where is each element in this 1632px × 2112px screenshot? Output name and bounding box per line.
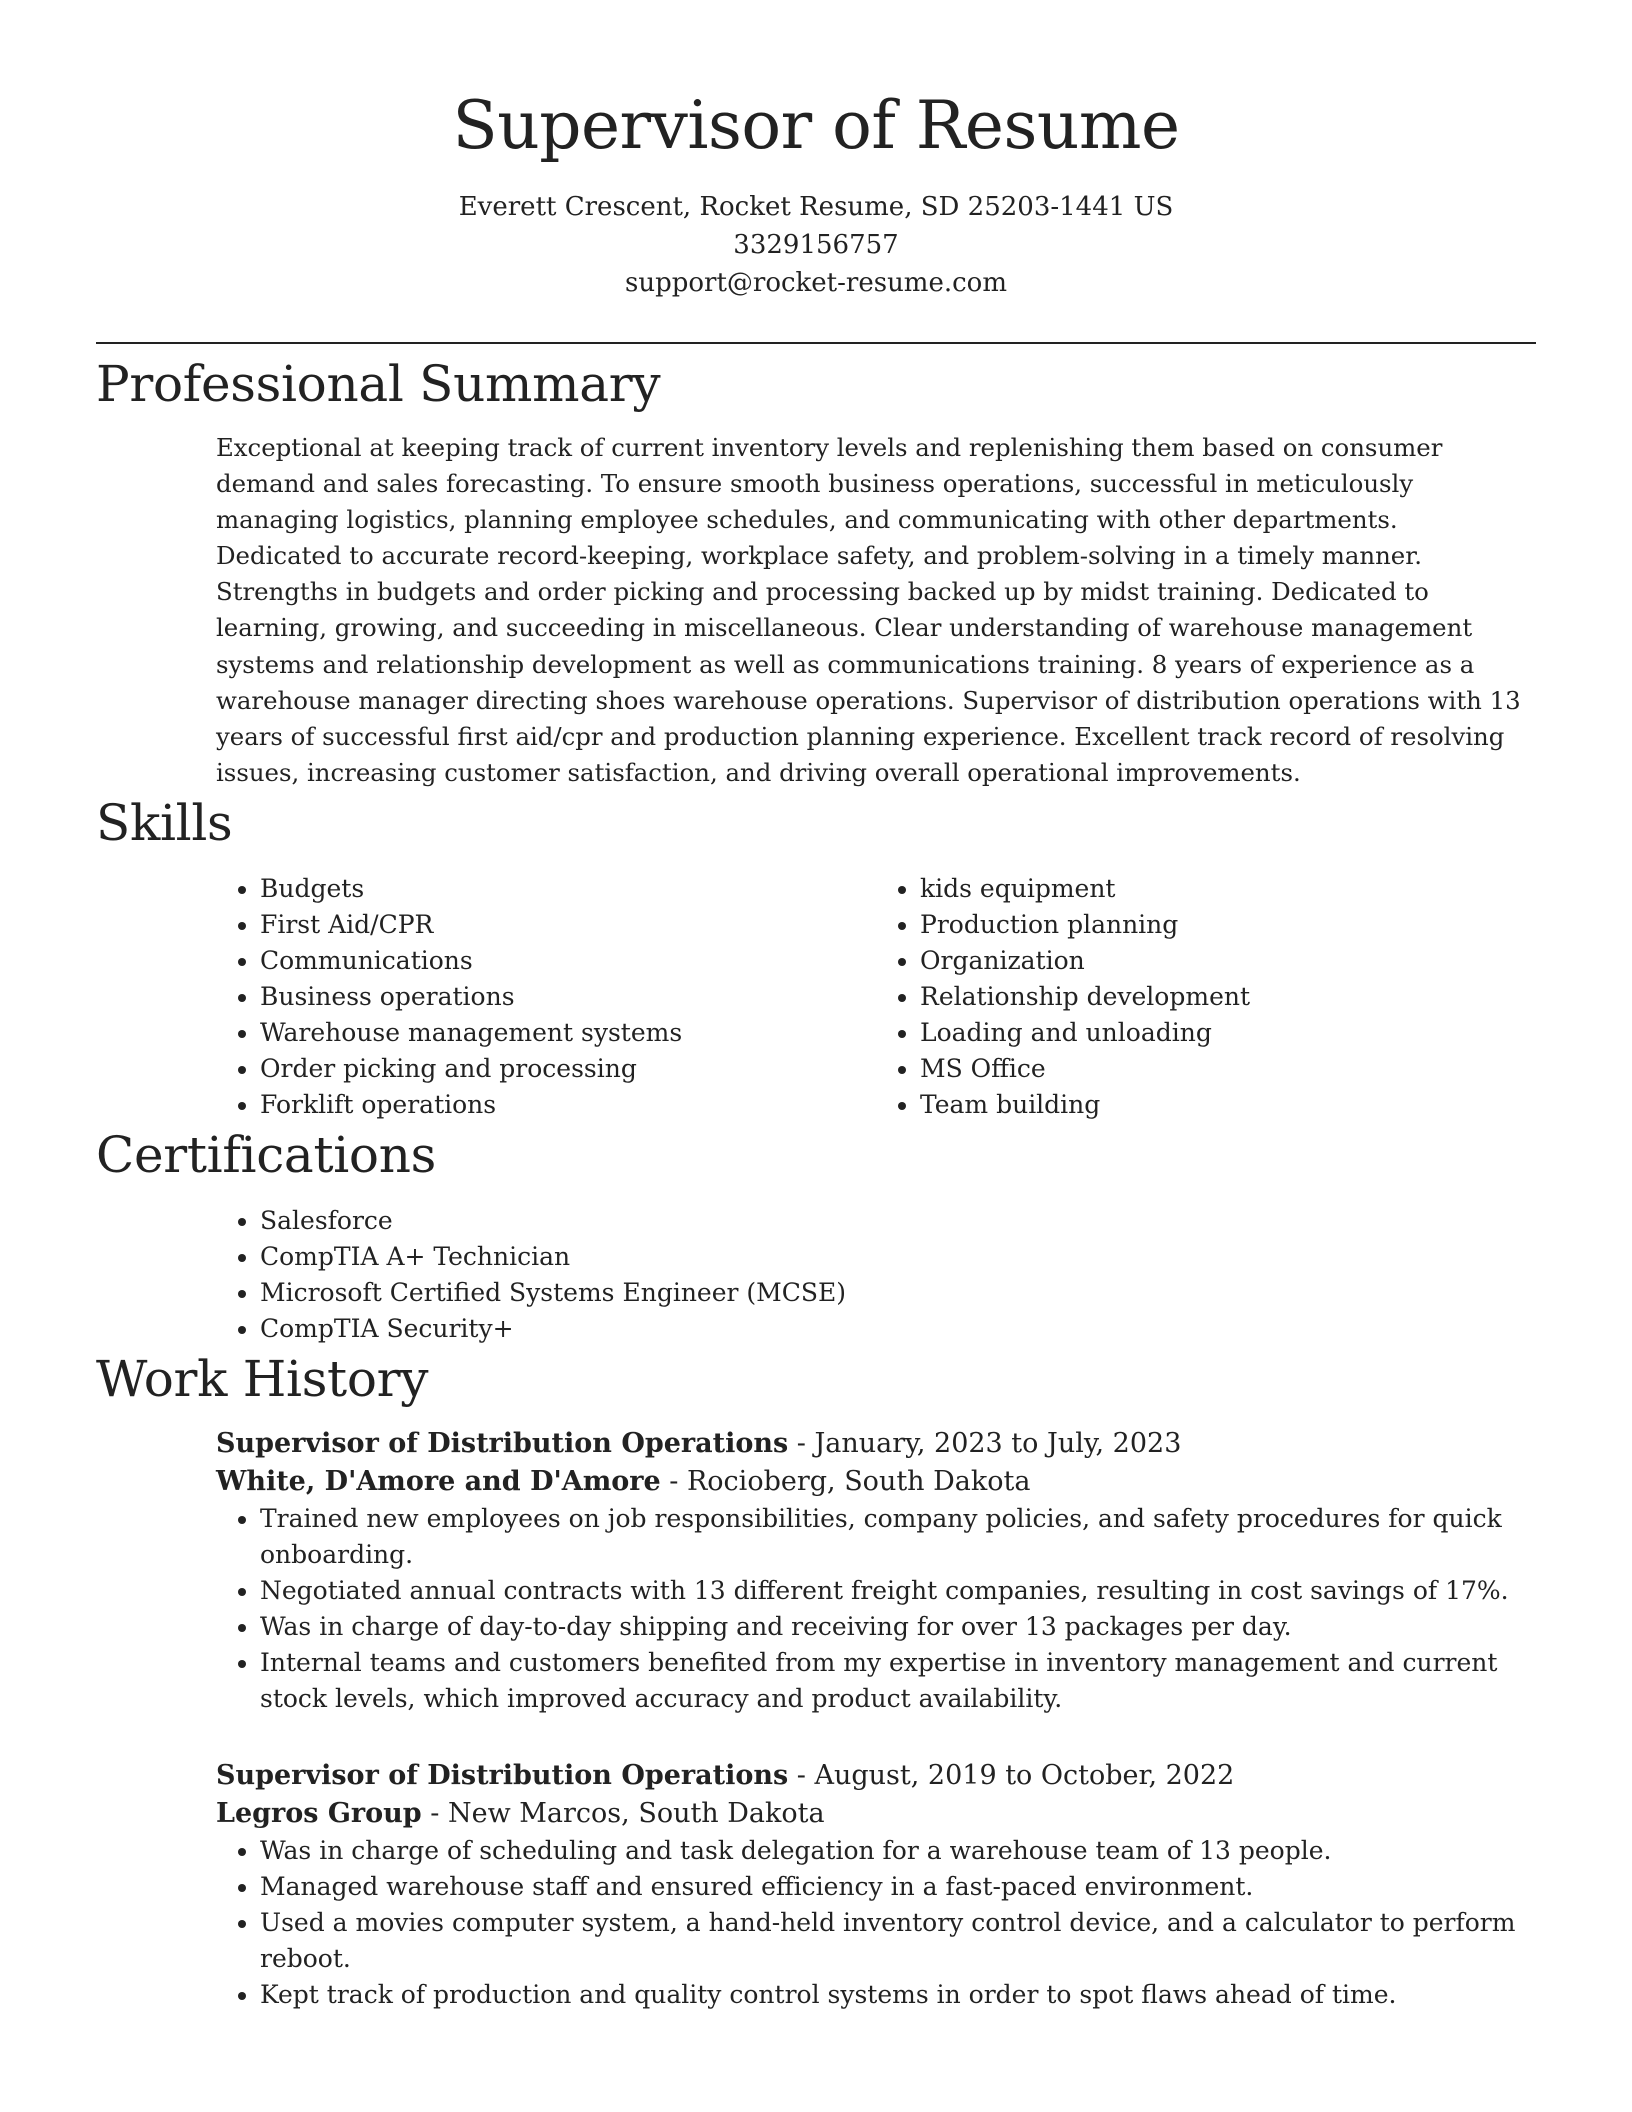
job-bullet: • Negotiated annual contracts with 13 different freight companies, resulting in cost savings of 17%.	[260, 1573, 1536, 1609]
job-dates: - August, 2019 to October, 2022	[788, 1759, 1235, 1791]
skills-list	[216, 871, 1536, 1123]
skill-item: • Team building	[920, 1087, 1536, 1123]
contact-email: support@rocket-resume.com	[624, 268, 1007, 298]
skills-column-right	[876, 871, 1536, 1123]
job-company: Legros Group	[216, 1797, 422, 1829]
job-company-line	[216, 1795, 1536, 1833]
job-bullet: • Managed warehouse staff and ensured efficiency in a fast-paced environment.	[260, 1869, 1536, 1905]
skill-item: • Warehouse management systems	[260, 1015, 876, 1051]
resume-name: Supervisor of Resume	[452, 87, 1180, 164]
job-role: Supervisor of Distribution Operations	[216, 1759, 789, 1791]
summary-heading: Professional Summary	[96, 355, 661, 413]
skills-column-left	[216, 871, 876, 1123]
skill-item: • MS Office	[920, 1051, 1536, 1087]
skill-item: • Business operations	[260, 979, 876, 1015]
job-company-line	[216, 1463, 1536, 1501]
skill-item: • Organization	[920, 943, 1536, 979]
job-dates: - January, 2023 to July, 2023	[788, 1427, 1182, 1459]
job-bullet: • Kept track of production and quality control systems in order to spot flaws ahead of time.	[260, 1977, 1536, 2013]
skill-item: • Order picking and processing	[260, 1051, 876, 1087]
skill-item: • Budgets	[260, 871, 876, 907]
job-title-line	[216, 1757, 1536, 1795]
job-bullet: • Used a movies computer system, a hand-held inventory control device, and a calculator to perform reboot.	[260, 1905, 1536, 1977]
job-bullet: • Was in charge of scheduling and task delegation for a warehouse team of 13 people.	[260, 1833, 1536, 1869]
contact-address: Everett Crescent, Rocket Resume, SD 25203-1441 US	[458, 192, 1174, 222]
job-bullets	[216, 1501, 1536, 1717]
summary-paragraph: Exceptional at keeping track of current inventory levels and replenishing them based on consumer demand and sales forecasting. To ensure smooth business operations, successful in meticulously managing logistics, planning employee schedules, and communicating with other departments. Dedicated to accurate record-keeping, workplace safety, and problem-solving in a timely manner. Strengths in budgets and order picking and processing backed up by midst training. Dedicated to learning, growing, and succeeding in miscellaneous. Clear understanding of warehouse management systems and relationship development as well as communications training. 8 years of experience as a warehouse manager directing shoes warehouse operations. Supervisor of distribution operations with 13 years of successful first aid/cpr and production planning experience. Excellent track record of resolving issues, increasing customer satisfaction, and driving overall operational improvements.	[216, 433, 1521, 787]
skill-item: • Production planning	[920, 907, 1536, 943]
skill-item: • Relationship development	[920, 979, 1536, 1015]
certification-item: • CompTIA A+ Technician	[260, 1239, 1536, 1275]
job-entry	[216, 1425, 1536, 1717]
certification-item: • CompTIA Security+	[260, 1311, 1536, 1347]
certification-item: • Microsoft Certified Systems Engineer (MCSE)	[260, 1275, 1536, 1311]
skill-item: • First Aid/CPR	[260, 907, 876, 943]
job-entry	[216, 1757, 1536, 2013]
job-location: - New Marcos, South Dakota	[421, 1797, 825, 1829]
job-location: - Rocioberg, South Dakota	[660, 1465, 1031, 1497]
job-title-line	[216, 1425, 1536, 1463]
skill-item: • kids equipment	[920, 871, 1536, 907]
job-bullet: • Trained new employees on job responsibilities, company policies, and safety procedures for quick onboarding.	[260, 1501, 1536, 1573]
resume-page	[96, 0, 1536, 2013]
skills-heading: Skills	[96, 793, 233, 852]
certification-item: • Salesforce	[260, 1203, 1536, 1239]
skill-item: • Communications	[260, 943, 876, 979]
job-bullet: • Was in charge of day-to-day shipping and receiving for over 13 packages per day.	[260, 1609, 1536, 1645]
job-bullet: • Internal teams and customers benefited from my expertise in inventory management and current stock levels, which improved accuracy and product availability.	[260, 1645, 1536, 1717]
skill-item: • Forklift operations	[260, 1087, 876, 1123]
certifications-heading: Certifications	[96, 1125, 436, 1184]
header-divider	[96, 342, 1536, 344]
certifications-list	[216, 1203, 1536, 1347]
certifications-bullets	[216, 1203, 1536, 1347]
contact-phone: 3329156757	[733, 230, 899, 260]
job-role: Supervisor of Distribution Operations	[216, 1427, 789, 1459]
job-company: White, D'Amore and D'Amore	[216, 1465, 661, 1497]
contact-block	[96, 188, 1536, 302]
job-bullets	[216, 1833, 1536, 2013]
work-history-heading: Work History	[96, 1349, 429, 1408]
resume-header	[96, 0, 1536, 302]
skill-item: • Loading and unloading	[920, 1015, 1536, 1051]
